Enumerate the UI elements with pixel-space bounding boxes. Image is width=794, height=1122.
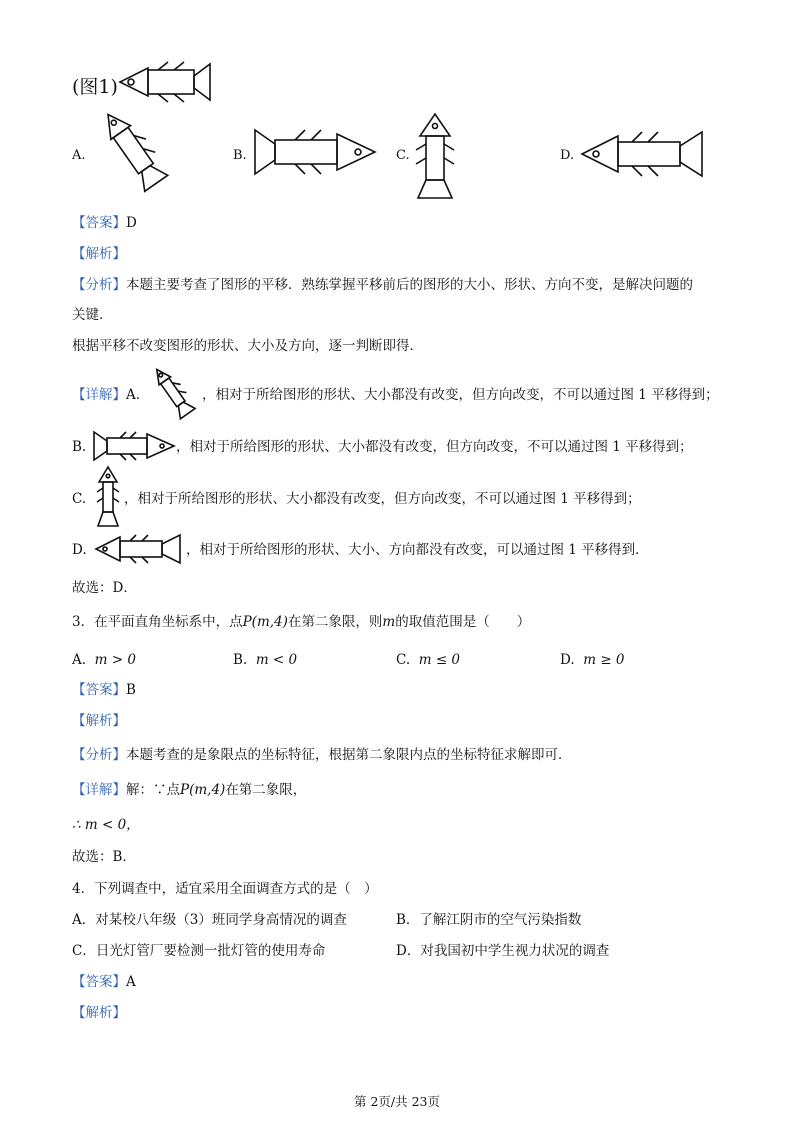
q3-choice: 故选：B．: [72, 849, 136, 865]
q2-method: 根据平移不改变图形的形状、大小及方向，逐一判断即得．: [72, 338, 423, 354]
q3-stem-point: P(m,4): [242, 614, 288, 630]
fish-facing-left-small-icon: [96, 532, 184, 566]
q3-fenxi: [72, 745, 572, 765]
q3-option-d-value: m ≥ 0: [583, 652, 625, 668]
fish-facing-right-icon: [255, 124, 377, 180]
answer-tag: 【答案】: [72, 682, 126, 698]
q3-therefore: ∴ m < 0，: [72, 817, 140, 833]
q3-analysis-tag: 【解析】: [72, 713, 126, 729]
page-footer: 第 2页/共 23页: [353, 1094, 441, 1109]
q4-stem: 4．下列调查中，适宜采用全面调查方式的是（ ）: [72, 881, 378, 897]
answer-value: A: [126, 974, 136, 990]
detail-pre: 解：∵点: [126, 782, 180, 798]
q3-stem-post: 的取值范围是（ ）: [395, 614, 531, 630]
q2-detail-c-text: ，相对于所给图形的形状、大小都没有改变，但方向改变，不可以通过图 1 平移得到；: [124, 491, 641, 507]
answer-tag: 【答案】: [72, 215, 126, 231]
q3-option-a-value: m > 0: [94, 652, 136, 668]
q2-detail-a-text: ，相对于所给图形的形状、大小都没有改变，但方向改变，不可以通过图 1 平移得到；: [202, 387, 719, 403]
q3-option-b-value: m < 0: [255, 652, 298, 668]
fish-facing-up-icon: [412, 112, 458, 202]
q3-option-c: [396, 650, 460, 670]
detail-post: 在第二象限，: [225, 782, 307, 798]
detail-tag: 【详解】: [72, 387, 126, 403]
q3-detail: [72, 780, 306, 800]
q2-detail-b-letter: B.: [72, 439, 87, 455]
fenxi-tag: 【分析】: [72, 277, 126, 293]
q3-option-b-letter: B.: [233, 652, 248, 668]
q4-option-a: A．对某校八年级（3）班同学身高情况的调查: [72, 912, 347, 928]
q4-option-b: B．了解江阴市的空气污染指数: [396, 912, 582, 928]
q4-analysis-tag: 【解析】: [72, 1005, 126, 1021]
q4-answer: [72, 972, 136, 992]
option-a-label: A.: [72, 148, 86, 163]
q2-detail-b-text: ，相对于所给图形的形状、大小都没有改变，但方向改变，不可以通过图 1 平移得到；: [176, 439, 693, 455]
q3-option-d: [560, 650, 625, 670]
fenxi-text: 本题主要考查了图形的平移．熟练掌握平移前后的图形的大小、形状、方向不变，是解决问题的: [126, 277, 693, 293]
fish-facing-up-small-icon: [94, 466, 122, 528]
detail-point: P(m,4): [180, 782, 226, 798]
answer-tag: 【答案】: [72, 974, 126, 990]
option-b-label: B.: [233, 148, 247, 163]
q3-option-d-letter: D.: [560, 652, 575, 668]
detail-a-letter: A.: [126, 387, 141, 403]
q3-stem-var: m: [382, 614, 396, 630]
q3-option-c-value: m ≤ 0: [418, 652, 461, 668]
q2-analysis-tag: 【解析】: [72, 246, 126, 262]
q2-detail-c-letter: C.: [72, 491, 87, 507]
fish-figure-1-icon: [120, 62, 215, 102]
q2-detail-d-letter: D.: [72, 542, 87, 558]
fenxi-text: 本题考查的是象限点的坐标特征，根据第二象限内点的坐标特征求解即可．: [126, 747, 572, 763]
fish-facing-right-small-icon: [94, 428, 176, 464]
fish-rotated-small-icon: [146, 366, 202, 422]
q2-detail-a-lead: [72, 385, 140, 405]
answer-value: D: [126, 215, 137, 231]
q3-answer: [72, 680, 136, 700]
detail-tag: 【详解】: [72, 782, 126, 798]
q2-detail-d-text: ，相对于所给图形的形状、大小、方向都没有改变，可以通过图 1 平移得到．: [186, 542, 649, 558]
q3-option-a: [72, 650, 136, 670]
q3-stem: [72, 612, 530, 632]
q3-option-b: [233, 650, 297, 670]
q3-option-a-letter: A.: [72, 652, 87, 668]
q2-answer: [72, 213, 137, 233]
q3-stem-pre: 3．在平面直角坐标系中，点: [72, 614, 243, 630]
q4-option-d: D．对我国初中学生视力状况的调查: [396, 943, 610, 959]
fish-rotated-icon: [90, 108, 180, 198]
q3-option-c-letter: C.: [396, 652, 411, 668]
q2-choice: 故选：D．: [72, 580, 137, 596]
fenxi-tag: 【分析】: [72, 747, 126, 763]
q2-fenxi: [72, 275, 693, 295]
q4-option-c: C．日光灯管厂要检测一批灯管的使用寿命: [72, 943, 326, 959]
q3-stem-mid: 在第二象限，则: [287, 614, 383, 630]
option-c-label: C.: [396, 148, 410, 163]
answer-value: B: [126, 682, 136, 698]
q2-fenxi-line2: 关键．: [72, 307, 113, 323]
option-d-label: D.: [560, 148, 575, 163]
fish-facing-left-icon: [582, 126, 706, 182]
figure-1-label: (图1): [72, 76, 118, 98]
